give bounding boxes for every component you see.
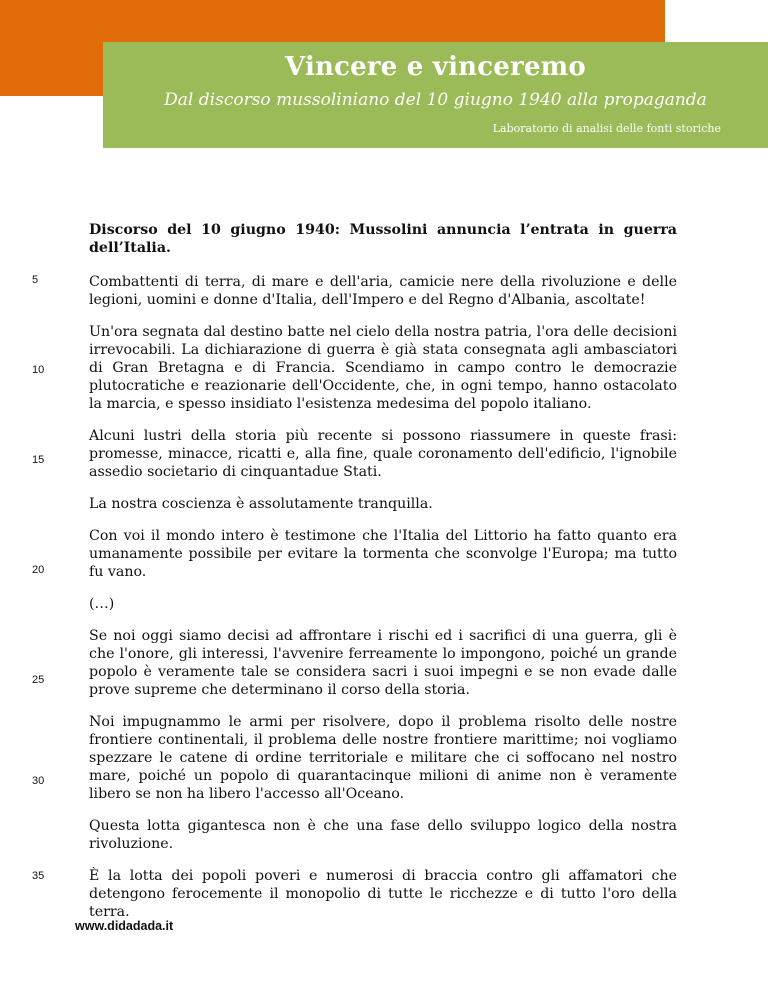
line-number: 15 (32, 454, 45, 466)
line-number: 25 (32, 674, 45, 686)
paragraph-ellipsis: (…) (89, 596, 115, 612)
footer-url: www.didadada.it (75, 919, 174, 933)
paragraph: È la lotta dei popoli poveri e numerosi di braccia contro gli affamatori che detengono ferocemente il monopolio di tutte le ricchezze e di tutto l'oro della terra. (89, 868, 677, 920)
line-number: 30 (32, 775, 45, 787)
paragraph: La nostra coscienza è assolutamente tranquilla. (89, 496, 433, 512)
paragraph: Con voi il mondo intero è testimone che l'Italia del Littorio ha fatto quanto era umanamente possibile per evitare la tormenta che sconvolge l'Europa; ma tutto fu vano. (89, 528, 677, 580)
line-number: 35 (32, 870, 45, 882)
speech-text (89, 221, 677, 935)
speech-heading: Discorso del 10 giugno 1940: Mussolini annuncia l’entrata in guerra dell’Italia. (89, 222, 677, 256)
line-number: 10 (32, 364, 45, 376)
paragraph: Combattenti di terra, di mare e dell'aria, camicie nere della rivoluzione e delle legioni, uomini e donne d'Italia, dell'Impero e del Regno d'Albania, ascoltate! (89, 274, 677, 308)
line-number: 5 (32, 274, 39, 286)
paragraph: Questa lotta gigantesca non è che una fase dello sviluppo logico della nostra rivoluzione. (89, 818, 677, 852)
line-number: 20 (32, 564, 45, 576)
title-banner (103, 42, 768, 148)
page-title: Vincere e vinceremo (285, 52, 586, 82)
paragraph: Se noi oggi siamo decisi ad affrontare i rischi ed i sacrifici di una guerra, gli è che l'onore, gli interessi, l'avvenire ferreamente lo impongono, poiché un grande popolo è veramente tale se considera sacri i suoi impegni e se non evade dalle prove supreme che determinano il corso della storia. (89, 628, 677, 698)
page-subtitle: Dal discorso mussoliniano del 10 giugno 1940 alla propaganda (164, 90, 707, 110)
banner-tag: Laboratorio di analisi delle fonti storiche (492, 122, 721, 135)
paragraph: Noi impugnammo le armi per risolvere, dopo il problema risolto delle nostre frontiere continentali, il problema delle nostre frontiere marittime; noi vogliamo spezzare le catene di ordine territoriale e militare che ci soffocano nel nostro mare, poiché un popolo di quarantacinque milioni di anime non è veramente libero se non ha libero l'accesso all'Oceano. (89, 714, 677, 802)
paragraph: Alcuni lustri della storia più recente si possono riassumere in queste frasi: promesse, minacce, ricatti e, alla fine, quale coronamento dell'edificio, l'ignobile assedio societario di cinquantadue Stati. (89, 428, 677, 480)
paragraph: Un'ora segnata dal destino batte nel cielo della nostra patria, l'ora delle decisioni irrevocabili. La dichiarazione di guerra è già stata consegnata agli ambasciatori di Gran Bretagna e di Francia. Scendiamo in campo contro le democrazie plutocratiche e reazionarie dell'Occidente, che, in ogni tempo, hanno ostacolato la marcia, e spesso insidiato l'esistenza medesima del popolo italiano. (89, 324, 677, 412)
